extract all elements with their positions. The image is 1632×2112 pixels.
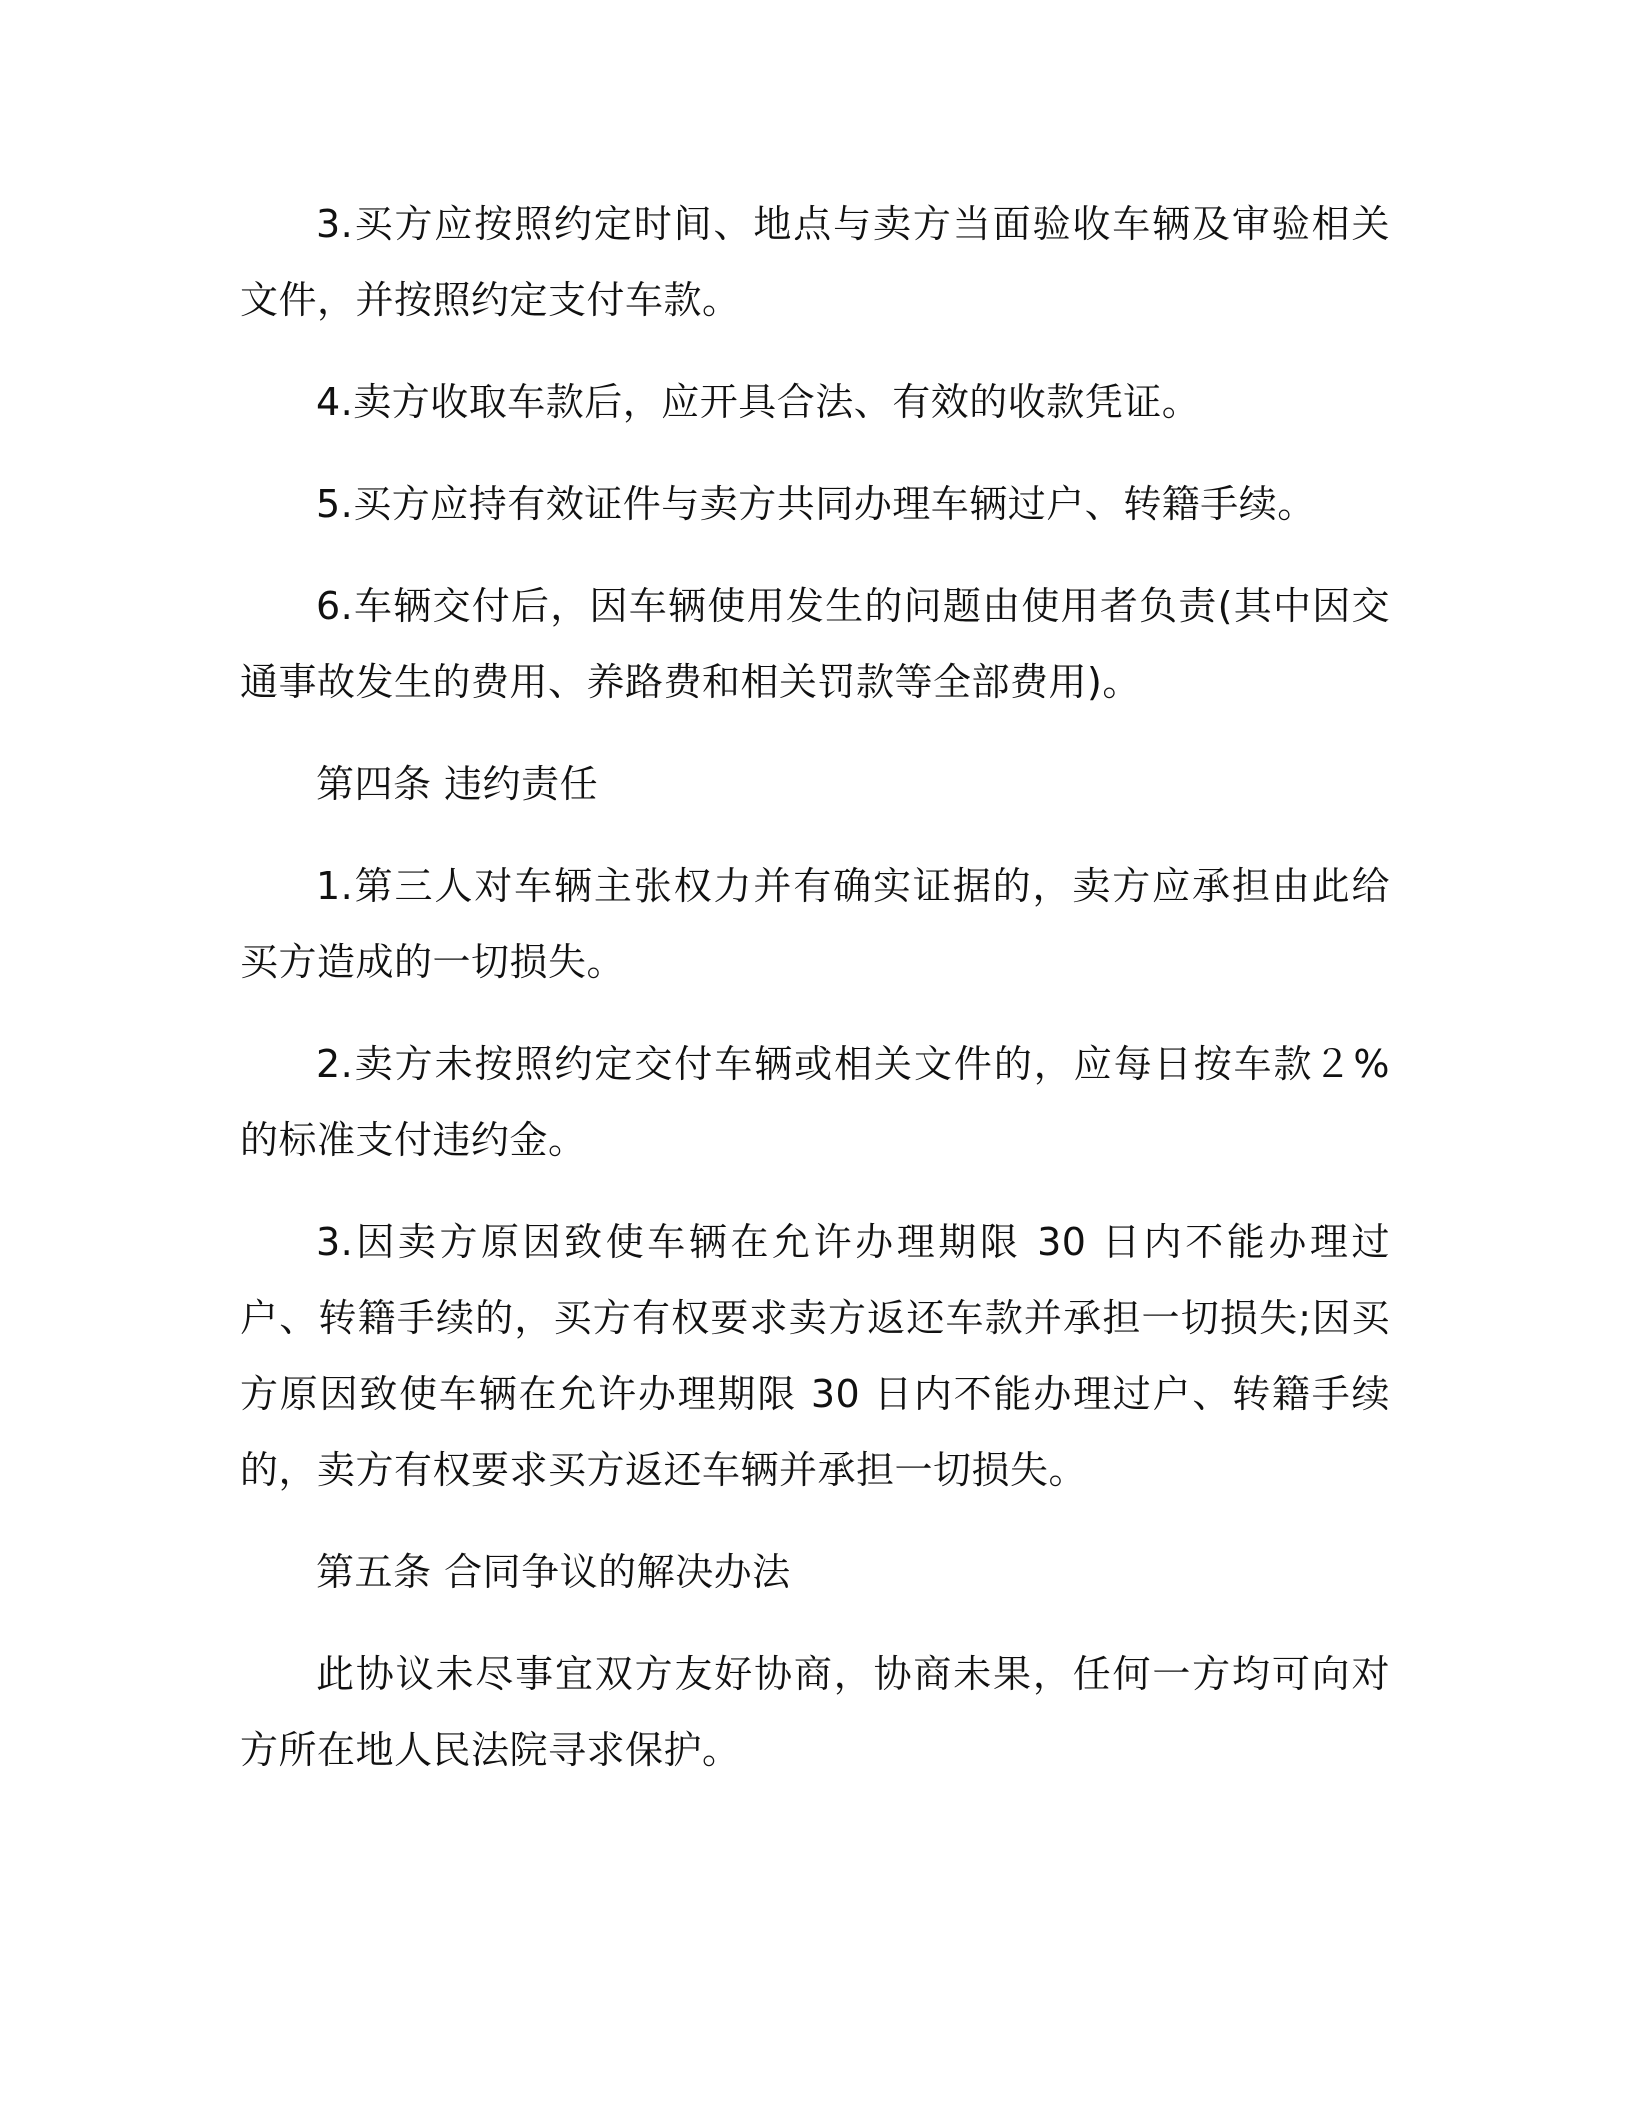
breach-clause-3: 3.因卖方原因致使车辆在允许办理期限 30 日内不能办理过户、转籍手续的，买方有权要求卖方返还车款并承担一切损失;因买方原因致使车辆在允许办理期限 30 日内不能办理过户、转籍手续的，卖方有权要求买方返还车辆并承担一切损失。 [240,1220,1390,1492]
breach-clause-2: 2.卖方未按照约定交付车辆或相关文件的，应每日按车款２%的标准支付违约金。 [240,1042,1390,1162]
document-body [240,186,1390,1814]
article-5-heading: 第五条 合同争议的解决办法 [316,1550,791,1594]
clause-3-inspection: 3.买方应按照约定时间、地点与卖方当面验收车辆及审验相关文件，并按照约定支付车款。 [240,202,1390,322]
clause-6-liability-after-delivery: 6.车辆交付后，因车辆使用发生的问题由使用者负责(其中因交通事故发生的费用、养路费和相关罚款等全部费用)。 [240,584,1390,704]
article-4-heading: 第四条 违约责任 [316,762,599,806]
breach-clause-1: 1.第三人对车辆主张权力并有确实证据的，卖方应承担由此给买方造成的一切损失。 [240,864,1390,984]
dispute-resolution-paragraph: 此协议未尽事宜双方友好协商，协商未果，任何一方均可向对方所在地人民法院寻求保护。 [240,1652,1390,1772]
clause-4-receipt: 4.卖方收取车款后，应开具合法、有效的收款凭证。 [316,380,1201,424]
clause-5-transfer: 5.买方应持有效证件与卖方共同办理车辆过户、转籍手续。 [316,482,1316,526]
